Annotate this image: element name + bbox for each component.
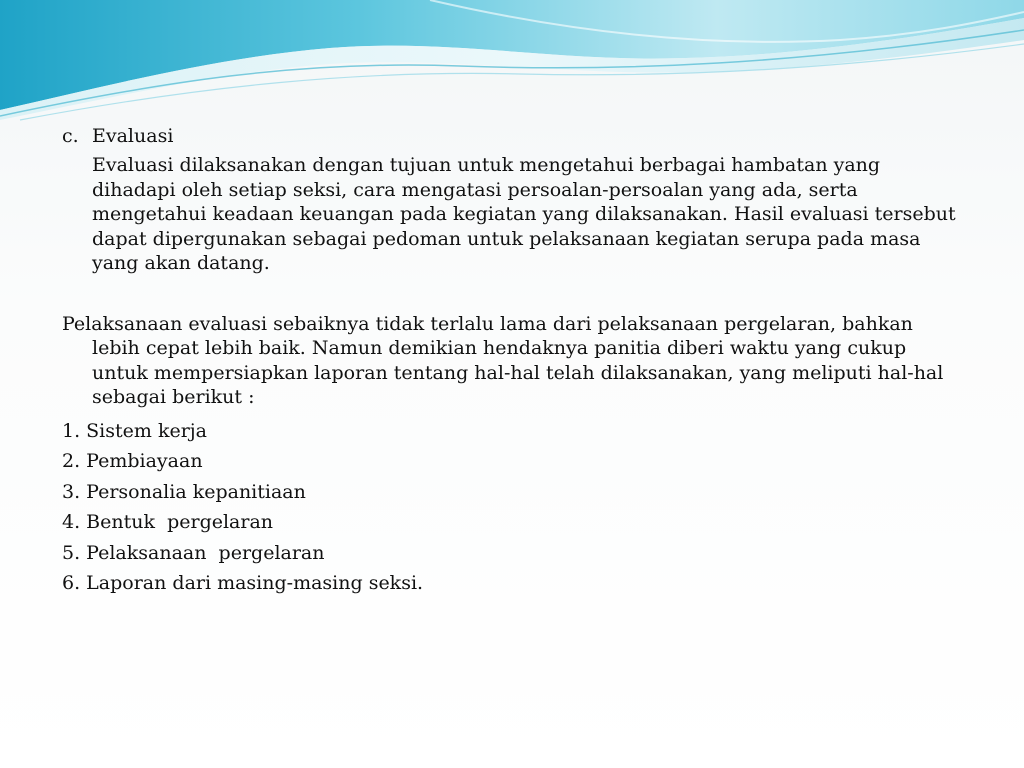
section-letter: c. [62, 125, 79, 147]
list-item: 5. Pelaksanaan pergelaran [62, 541, 325, 564]
list-item: 2. Pembiayaan [62, 450, 203, 472]
section-title: Evaluasi [92, 125, 174, 147]
slide-content [62, 122, 962, 599]
list-item: 3. Personalia kepanitiaan [62, 480, 306, 503]
list-item: 6. Laporan dari masing-masing seksi. [62, 572, 424, 594]
list-item: 4. Bentuk pergelaran [62, 511, 274, 533]
main-paragraph: Pelaksanaan evaluasi sebaiknya tidak terlalu lama dari pelaksanaan pergelaran, bahkan lebih cepat lebih baik. Namun demikian hendaknya panitia diberi waktu yang cukup untuk mempersiapkan laporan tentang hal-hal telah dilaksanakan, yang meliputi hal-hal sebagai berikut : [62, 312, 944, 408]
list-item: 1. Sistem kerja [62, 419, 208, 442]
item-list [62, 416, 962, 599]
section-heading [62, 122, 962, 150]
section-body: Evaluasi dilaksanakan dengan tujuan untuk mengetahui berbagai hambatan yang dihadapi oleh setiap seksi, cara mengatasi persoalan-persoalan yang ada, serta mengetahui keadaan keuangan pada kegiatan yang dilaksanakan. Hasil evaluasi tersebut dapat dipergunakan sebagai pedoman untuk pelaksanaan kegiatan serupa pada masa yang akan datang. [92, 154, 956, 274]
decorative-wave-header [0, 0, 1024, 130]
